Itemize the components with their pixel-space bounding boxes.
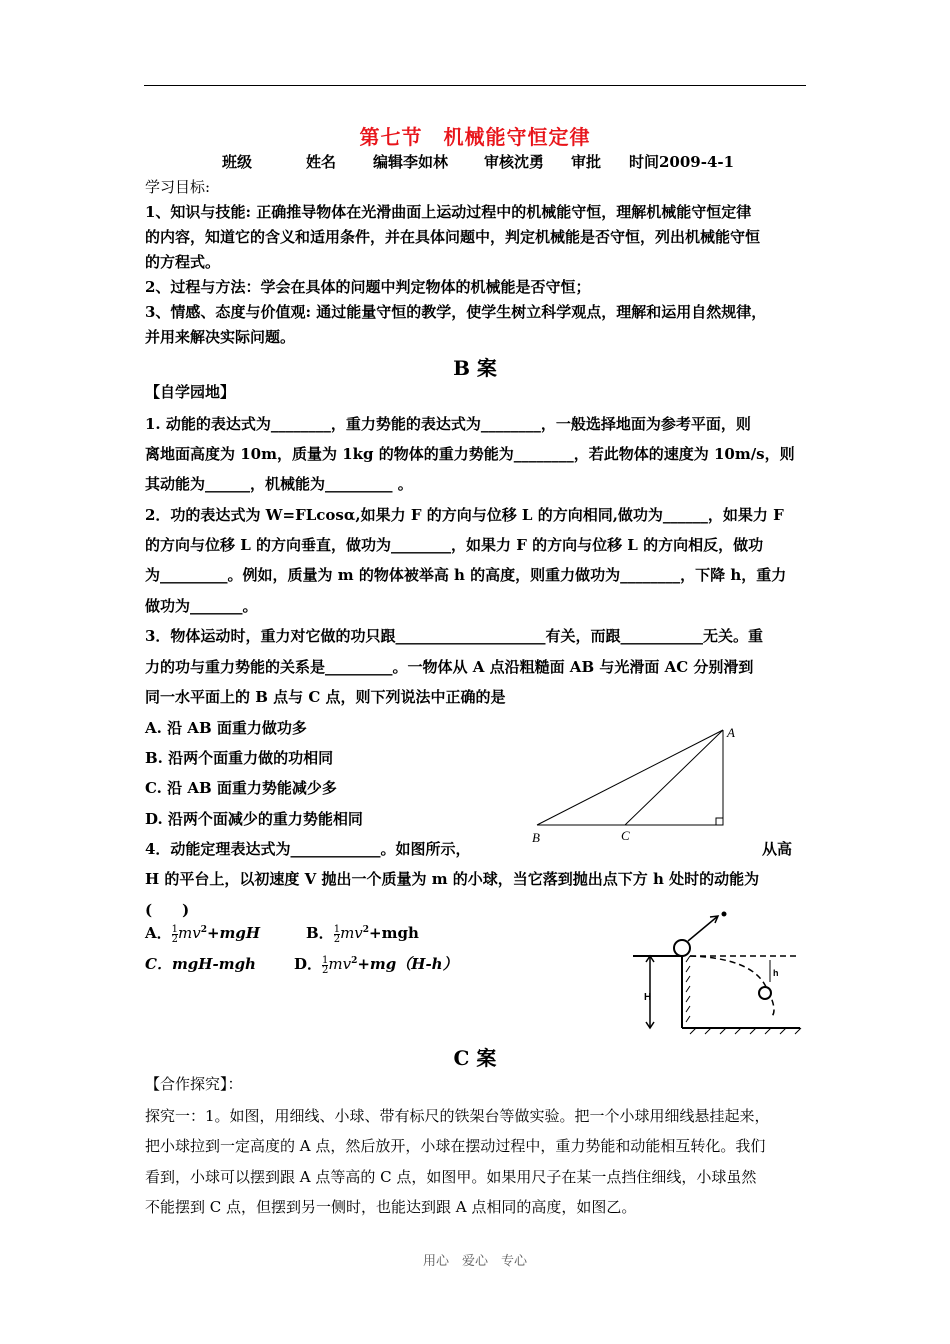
approve-label: 审批 [571,153,602,171]
q2-line: 2．功的表达式为 W=FLcosα,如果力 F 的方向与位移 L 的方向相同,做功为______，如果力 F [145,506,784,524]
wall-hatch [686,956,690,1022]
incline-figure [530,722,745,847]
q4-blank: ( ) [145,901,190,919]
q3-option-d: D. 沿两个面减少的重力势能相同 [145,810,363,828]
page-title: 第七节 机械能守恒定律 [359,125,591,149]
point-c-label: C [621,828,630,843]
section-c-title: C 案 [453,1046,497,1070]
name-label: 姓名 [306,153,337,171]
q2-line: 的方向与位移 L 的方向垂直，做功为________，如果力 F 的方向与位移 L 的方向相反，做功 [145,536,764,554]
q4-line: H 的平台上，以初速度 V 抛出一个质量为 m 的小球，当它落到抛出点下方 h 处时的动能为 [145,870,760,888]
surface-ab [537,730,723,825]
q1-line: 1. 动能的表达式为________，重力势能的表达式为________，一般选择地面为参考平面，则 [145,415,751,433]
objectives-heading: 学习目标: [145,178,211,196]
q3-line: 力的功与重力势能的关系是_________。一物体从 A 点沿粗糙面 AB 与光滑面 AC 分别滑到 [145,658,754,676]
editor-label: 编辑李如林 [373,153,449,171]
objective-line: 的方程式。 [145,253,221,271]
velocity-arrow [688,916,718,941]
objective-line: 1、知识与技能: 正确推导物体在光滑曲面上运动过程中的机械能守恒，理解机械能守恒定律 [145,203,752,221]
q1-line: 离地面高度为 10m，质量为 1kg 的物体的重力势能为________，若此物体的速度为 10m/s，则 [145,445,795,463]
arrow-tip-dot [722,912,727,917]
reviewer-label: 审核沈勇 [484,153,545,171]
section-c-subheading: 【合作探究】： [145,1075,243,1093]
section-b-title: B 案 [453,356,497,380]
objective-line: 3、情感、态度与价值观: 通过能量守恒的教学，使学生树立科学观点，理解和运用自然规律， [145,303,767,321]
q4-option-d: D． $\frac{1}{2}$ $mv^2+mg(H-h)$ [294,954,458,976]
point-a-label: A [727,725,735,740]
explore-line: 探究一：1。如图，用细线、小球、带有标尺的铁架台等做实验。把一个小球用细线悬挂起来， [145,1107,770,1125]
q2-line: 做功为_______。 [145,597,258,615]
q1-line: 其动能为______，机械能为_________ 。 [145,475,413,493]
q3-option-b: B. 沿两个面重力做的功相同 [145,749,334,767]
q3-line: 同一水平面上的 B 点与 C 点，则下列说法中正确的是 [145,688,506,706]
q4-option-c: C．mgH-mgh [145,955,256,973]
q2-line: 为_________。例如，质量为 m 的物体被举高 h 的高度，则重力做功为________，下降 h，重力 [145,566,787,584]
class-label: 班级 [222,153,253,171]
q4-option-b: B． $\frac{1}{2}$ $mv^2+mgh$ [306,923,419,945]
objective-line: 并用来解决实际问题。 [145,328,296,346]
q4-option-a: A． $\frac{1}{2}$ $mv^2+mgH$ [145,923,261,945]
ball-start [674,940,690,956]
point-b-label: B [532,830,540,845]
date-label: 时间2009-4-1 [629,153,735,171]
explore-line: 把小球拉到一定高度的 A 点，然后放开，小球在摆动过程中，重力势能和动能相互转化。我们 [145,1137,766,1155]
q3-option-a: A. 沿 AB 面重力做功多 [145,719,307,737]
ball-end [759,987,771,999]
q4-line: 4．动能定理表达式为____________。如图所示， [145,840,471,858]
explore-line: 看到，小球可以摆到跟 A 点等高的 C 点，如图甲。如果用尺子在某一点挡住细线，小球虽然 [145,1168,757,1186]
surface-ac [625,730,723,825]
q3-line: 3．物体运动时，重力对它做的功只跟____________________有关，而跟___________无关。重 [145,627,763,645]
h-label: h [773,968,779,978]
objective-line: 2、过程与方法：学会在具体的问题中判定物体的机械能是否守恒； [145,278,591,296]
right-angle-mark [716,818,723,825]
header-rule [144,85,806,86]
section-b-subheading: 【自学园地】 [145,383,236,401]
objective-line: 的内容，知道它的含义和适用条件，并在具体问题中，判定机械能是否守恒，列出机械能守恒 [145,228,761,246]
height-label: H [644,992,652,1003]
projectile-figure [630,910,805,1040]
q3-option-c: C. 沿 AB 面重力势能减少多 [145,779,337,797]
q4-line-tail: 从高 [762,840,793,858]
page-footer: 用心 爱心 专心 [422,1254,527,1269]
explore-line: 不能摆到 C 点，但摆到另一侧时，也能达到跟 A 点相同的高度，如图乙。 [145,1198,637,1216]
